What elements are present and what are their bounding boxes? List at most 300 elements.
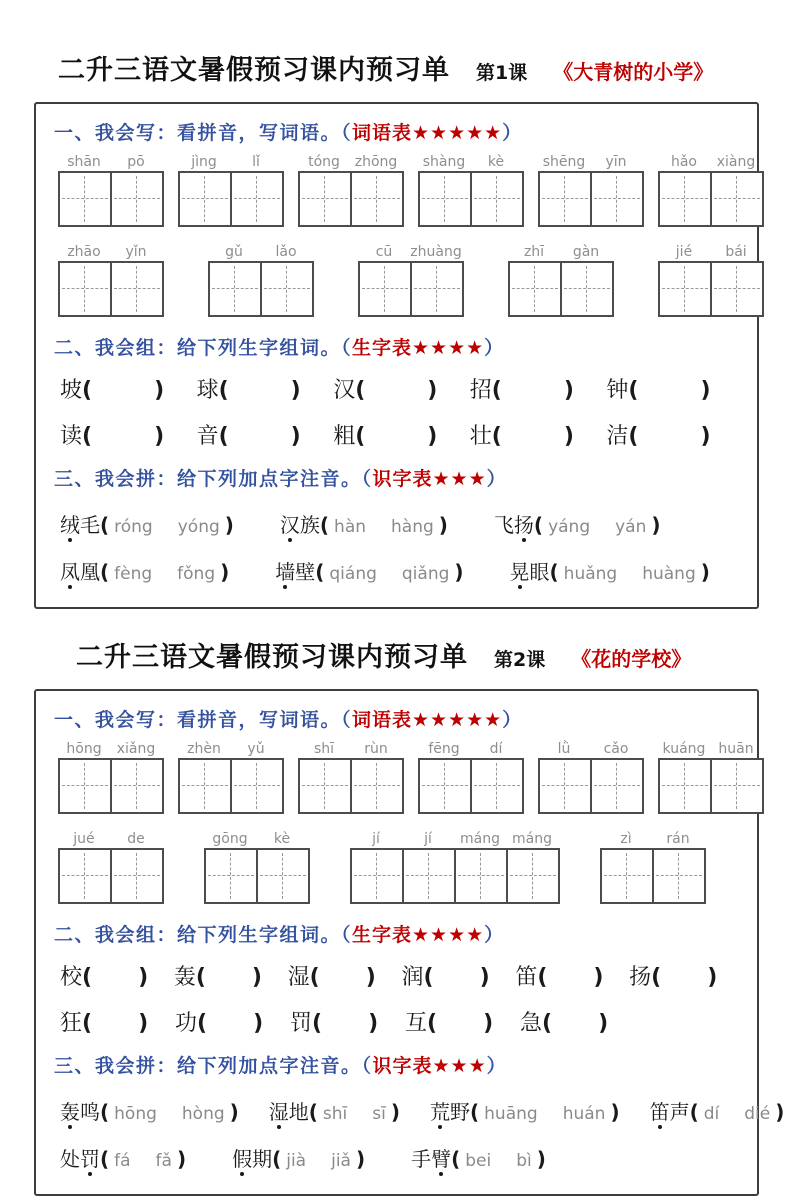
pinyin-syllable: gōng	[212, 831, 248, 847]
open-paren: (	[100, 560, 110, 584]
writing-boxes	[298, 171, 404, 227]
writing-boxes	[178, 171, 284, 227]
open-paren: (	[218, 424, 229, 449]
writing-cell	[602, 850, 652, 902]
writing-cell	[560, 263, 612, 315]
pinyin-option: hàn	[334, 517, 367, 537]
word-blank-item	[405, 1009, 520, 1039]
open-paren: (	[451, 1147, 461, 1171]
writing-cell	[470, 173, 522, 225]
phonetic-item	[60, 1143, 186, 1172]
phonetic-item	[60, 509, 234, 538]
open-paren: (	[491, 378, 502, 403]
pinyin-option: dié	[744, 1104, 771, 1124]
writing-cell	[60, 850, 110, 902]
pinyin-word-group	[58, 830, 164, 904]
open-paren: (	[100, 1100, 110, 1124]
pinyin-syllable: tóng	[308, 154, 340, 170]
pinyin-word-group	[208, 243, 314, 317]
character: 钟	[606, 378, 629, 403]
word-char: 地	[288, 1100, 309, 1124]
character: 润	[401, 965, 424, 990]
word-char: 期	[252, 1147, 273, 1171]
section3-header	[54, 1051, 743, 1078]
writing-cell	[352, 850, 402, 902]
pinyin-word-group	[658, 740, 764, 814]
pinyin-syllable: jìng	[191, 154, 217, 170]
pinyin-syllable: zhāo	[67, 244, 101, 260]
pinyin-labels	[358, 243, 464, 261]
worksheet-title-text: 二升三语文暑假预习课内预习单	[58, 55, 450, 86]
writing-cell	[710, 173, 762, 225]
pinyin-option: dí	[703, 1104, 720, 1124]
open-paren: (	[651, 965, 662, 990]
pinyin-option: jià	[286, 1151, 307, 1171]
pinyin-syllable: fēng	[428, 741, 460, 757]
writing-boxes	[208, 261, 314, 317]
close-paren: )	[483, 1011, 494, 1036]
pinyin-option: fǒng	[177, 564, 216, 584]
writing-cell	[300, 760, 350, 812]
section-header-highlight: 生字表★★★★	[352, 924, 485, 946]
section-header-text: 三、我会拼：给下列加点字注音。（	[54, 468, 373, 490]
open-paren: (	[312, 1011, 323, 1036]
pinyin-labels	[208, 243, 314, 261]
writing-cell	[360, 263, 410, 315]
character: 罚	[290, 1011, 313, 1036]
open-paren: (	[491, 424, 502, 449]
pinyin-option: huāng	[484, 1104, 538, 1124]
close-paren: )	[610, 1100, 620, 1124]
pinyin-syllable: hōng	[66, 741, 102, 757]
character: 校	[60, 965, 83, 990]
section-header-text: ）	[484, 924, 505, 946]
phonetic-item	[510, 556, 710, 585]
writing-cell	[420, 173, 470, 225]
dotted-char: 臂	[431, 1143, 451, 1172]
pinyin-labels	[538, 153, 644, 171]
character: 壮	[469, 424, 492, 449]
pinyin-word-group	[204, 830, 310, 904]
writing-boxes	[418, 758, 524, 814]
word-blank-item	[470, 376, 607, 406]
writing-boxes	[58, 171, 164, 227]
pinyin-labels	[58, 830, 164, 848]
section-header-text: 一、我会写：看拼音，写词语。（	[54, 122, 353, 144]
pinyin-syllable: zhèn	[187, 741, 221, 757]
word-char: 野	[450, 1100, 471, 1124]
lesson-book-title: 《大青树的小学》	[553, 60, 714, 84]
close-paren: )	[224, 513, 234, 537]
pinyin-syllable: huān	[718, 741, 754, 757]
close-paren: )	[220, 560, 230, 584]
writing-cell	[110, 850, 162, 902]
word-char: 鸣	[80, 1100, 100, 1124]
open-paren: (	[533, 513, 544, 537]
writing-cell	[710, 263, 762, 315]
dotted-char: 假	[232, 1143, 252, 1172]
dotted-char: 墙	[275, 556, 295, 585]
open-paren: (	[355, 424, 366, 449]
pinyin-syllable: zhōng	[354, 154, 398, 170]
phonetic-item	[60, 556, 229, 585]
close-paren: )	[479, 965, 490, 990]
writing-cell	[180, 173, 230, 225]
pinyin-labels	[178, 740, 284, 758]
pinyin-syllable: gǔ	[225, 244, 243, 260]
pinyin-labels	[350, 830, 560, 848]
word-building-row	[60, 963, 743, 993]
close-paren: )	[563, 378, 574, 403]
writing-cell	[470, 760, 522, 812]
word-char: 手	[411, 1147, 432, 1171]
close-paren: )	[368, 1011, 379, 1036]
pinyin-option: bì	[516, 1151, 532, 1171]
dotted-char: 汉	[280, 509, 300, 538]
dotted-char: 罚	[80, 1143, 100, 1172]
pinyin-row	[58, 153, 756, 227]
character: 汉	[333, 378, 356, 403]
pinyin-word-group	[658, 243, 764, 317]
pinyin-labels	[58, 740, 164, 758]
pinyin-option: fèng	[114, 564, 153, 584]
section-header-highlight: 词语表★★★★★	[352, 122, 503, 144]
phonetic-item	[280, 509, 448, 538]
pinyin-row	[58, 243, 747, 317]
pinyin-word-group	[658, 153, 764, 227]
character: 轰	[173, 965, 196, 990]
pinyin-labels	[58, 243, 164, 261]
close-paren: )	[138, 965, 149, 990]
open-paren: (	[319, 513, 330, 537]
character: 互	[405, 1011, 428, 1036]
pinyin-labels	[58, 153, 164, 171]
open-paren: (	[272, 1147, 282, 1171]
pinyin-labels	[658, 153, 764, 171]
pinyin-word-group	[538, 153, 644, 227]
pinyin-syllable: lǜ	[557, 741, 571, 757]
section-header-highlight: 识字表★★★	[372, 1055, 487, 1077]
pinyin-labels	[658, 243, 764, 261]
pinyin-word-group	[58, 740, 164, 814]
pinyin-syllable: de	[127, 831, 145, 847]
pinyin-word-group	[418, 740, 524, 814]
character: 狂	[60, 1011, 83, 1036]
pinyin-syllable: gàn	[572, 244, 600, 260]
section-header-text: 二、我会组：给下列生字组词。（	[54, 337, 353, 359]
dotted-char: 绒	[60, 509, 80, 538]
pinyin-option: fá	[114, 1151, 131, 1171]
pinyin-syllable: yīn	[605, 154, 627, 170]
close-paren: )	[154, 378, 165, 403]
word-blank-item	[197, 376, 334, 406]
writing-cell	[60, 263, 110, 315]
word-blank-item	[60, 963, 174, 993]
pinyin-syllable: shàng	[422, 154, 466, 170]
writing-boxes	[298, 758, 404, 814]
open-paren: (	[100, 513, 110, 537]
section-header-text: 一、我会写：看拼音，写词语。（	[54, 709, 353, 731]
phonetic-row	[60, 556, 743, 585]
writing-cell	[110, 263, 162, 315]
pinyin-labels	[298, 740, 404, 758]
pinyin-syllable: jí	[424, 831, 432, 847]
pinyin-row	[58, 830, 743, 904]
lesson-book-title: 《花的学校》	[571, 647, 692, 671]
writing-cell	[110, 173, 162, 225]
writing-cell	[110, 760, 162, 812]
open-paren: (	[100, 1147, 110, 1171]
pinyin-syllable: shēng	[542, 154, 586, 170]
close-paren: )	[454, 560, 464, 584]
pinyin-word-group	[350, 830, 560, 904]
writing-cell	[350, 173, 402, 225]
character: 音	[196, 424, 219, 449]
word-char: 声	[669, 1100, 690, 1124]
character: 笛	[515, 965, 538, 990]
pinyin-word-group	[358, 243, 464, 317]
character: 招	[469, 378, 492, 403]
writing-cell	[350, 760, 402, 812]
open-paren: (	[549, 560, 559, 584]
pinyin-word-group	[298, 740, 404, 814]
writing-boxes	[350, 848, 560, 904]
pinyin-option: hàng	[391, 517, 434, 537]
close-paren: )	[536, 1147, 546, 1171]
writing-cell	[710, 760, 762, 812]
pinyin-syllable: shī	[313, 741, 335, 757]
pinyin-syllable: kuáng	[662, 741, 706, 757]
pinyin-syllable: xiǎng	[116, 741, 156, 757]
word-char: 处	[60, 1147, 80, 1171]
phonetic-row	[60, 1143, 743, 1172]
pinyin-option: shī	[322, 1104, 348, 1124]
word-blank-item	[290, 1009, 405, 1039]
writing-boxes	[358, 261, 464, 317]
writing-boxes	[58, 261, 164, 317]
dotted-char: 荒	[430, 1096, 450, 1125]
worksheet1-title	[58, 0, 793, 87]
writing-cell	[402, 850, 454, 902]
section-header-text: ）	[502, 709, 523, 731]
section2-header	[54, 333, 743, 360]
section-header-highlight: 生字表★★★★	[352, 337, 485, 359]
open-paren: (	[537, 965, 548, 990]
word-blank-item	[197, 422, 334, 452]
character: 急	[520, 1011, 543, 1036]
pinyin-option: qiáng	[329, 564, 377, 584]
open-paren: (	[427, 1011, 438, 1036]
word-char: 眼	[529, 560, 550, 584]
open-paren: (	[689, 1100, 699, 1124]
writing-cell	[206, 850, 256, 902]
writing-cell	[660, 263, 710, 315]
open-paren: (	[82, 424, 93, 449]
section1-header	[54, 118, 743, 145]
pinyin-option: sī	[372, 1104, 386, 1124]
writing-cell	[540, 173, 590, 225]
pinyin-option: qiǎng	[401, 564, 450, 584]
phonetic-row	[60, 1096, 785, 1125]
writing-boxes	[658, 171, 764, 227]
writing-boxes	[58, 758, 164, 814]
lesson-number: 第1课	[476, 62, 528, 84]
open-paren: (	[82, 1011, 93, 1036]
open-paren: (	[309, 965, 320, 990]
lesson-number: 第2课	[494, 649, 546, 671]
pinyin-labels	[178, 153, 284, 171]
pinyin-word-group	[178, 740, 284, 814]
pinyin-option: yóng	[177, 517, 220, 537]
pinyin-syllable: zhuàng	[410, 244, 462, 260]
close-paren: )	[355, 1147, 366, 1171]
word-blank-item	[515, 963, 629, 993]
section-header-text: ）	[484, 337, 505, 359]
pinyin-word-group	[58, 153, 164, 227]
open-paren: (	[308, 1100, 318, 1124]
character: 粗	[333, 424, 356, 449]
word-blank-item	[60, 1009, 175, 1039]
word-blank-item	[60, 376, 197, 406]
pinyin-syllable: cū	[375, 244, 393, 260]
writing-boxes	[58, 848, 164, 904]
close-paren: )	[651, 513, 661, 537]
character: 球	[196, 378, 219, 403]
section3-header	[54, 464, 743, 491]
section-header-text: ）	[502, 122, 523, 144]
worksheet2-panel	[34, 689, 785, 1196]
pinyin-syllable: zì	[620, 831, 632, 847]
writing-boxes	[658, 261, 764, 317]
phonetic-item	[650, 1096, 785, 1125]
word-building-row	[60, 1009, 743, 1039]
section-header-highlight: 识字表★★★	[372, 468, 487, 490]
pinyin-labels	[600, 830, 706, 848]
writing-cell	[590, 173, 642, 225]
dotted-char: 扬	[514, 509, 534, 538]
pinyin-option: róng	[114, 517, 153, 537]
pinyin-labels	[658, 740, 764, 758]
open-paren: (	[628, 378, 639, 403]
writing-cell	[660, 173, 710, 225]
open-paren: (	[355, 378, 366, 403]
dotted-char: 晃	[510, 556, 530, 585]
writing-boxes	[658, 758, 764, 814]
pinyin-syllable: máng	[460, 831, 500, 847]
open-paren: (	[82, 965, 93, 990]
phonetic-item	[269, 1096, 400, 1125]
word-blank-item	[60, 422, 197, 452]
word-blank-item	[175, 1009, 290, 1039]
pinyin-word-group	[418, 153, 524, 227]
writing-cell	[660, 760, 710, 812]
section-header-text: 二、我会组：给下列生字组词。（	[54, 924, 353, 946]
writing-boxes	[508, 261, 614, 317]
close-paren: )	[253, 1011, 264, 1036]
writing-cell	[454, 850, 506, 902]
word-building-row	[60, 376, 743, 406]
phonetic-item	[411, 1143, 546, 1172]
close-paren: )	[563, 424, 574, 449]
word-blank-item	[520, 1009, 635, 1039]
writing-cell	[410, 263, 462, 315]
pinyin-syllable: rùn	[364, 741, 388, 757]
pinyin-word-group	[58, 243, 164, 317]
character: 坡	[60, 378, 83, 403]
section-header-text: ）	[486, 468, 508, 490]
word-blank-item	[174, 963, 288, 993]
pinyin-syllable: jié	[675, 244, 693, 260]
pinyin-option: huàng	[642, 564, 696, 584]
worksheet2-title	[76, 609, 793, 674]
character: 读	[60, 424, 83, 449]
character: 功	[175, 1011, 198, 1036]
word-char: 毛	[80, 513, 100, 537]
close-paren: )	[775, 1100, 785, 1124]
writing-cell	[230, 173, 282, 225]
word-blank-item	[333, 422, 470, 452]
open-paren: (	[82, 378, 93, 403]
pinyin-option: bei	[465, 1151, 492, 1171]
close-paren: )	[427, 378, 438, 403]
close-paren: )	[390, 1100, 401, 1124]
worksheet-title-text: 二升三语文暑假预习课内预习单	[76, 642, 468, 673]
pinyin-word-group	[178, 153, 284, 227]
worksheet1-panel	[34, 102, 759, 609]
pinyin-labels	[204, 830, 310, 848]
word-blank-item	[401, 963, 515, 993]
pinyin-labels	[418, 740, 524, 758]
close-paren: )	[290, 424, 301, 449]
open-paren: (	[423, 965, 434, 990]
pinyin-syllable: pō	[127, 154, 145, 170]
section-header-highlight: 词语表★★★★★	[352, 709, 503, 731]
pinyin-syllable: lǎo	[275, 244, 297, 260]
close-paren: )	[700, 378, 711, 403]
phonetic-item	[60, 1096, 239, 1125]
word-blank-item	[629, 963, 743, 993]
word-char: 壁	[295, 560, 316, 584]
pinyin-syllable: xiàng	[716, 154, 756, 170]
writing-boxes	[600, 848, 706, 904]
word-char: 凰	[80, 560, 100, 584]
pinyin-option: jiǎ	[331, 1151, 351, 1171]
writing-cell	[540, 760, 590, 812]
pinyin-option: hòng	[181, 1104, 225, 1124]
word-building-row	[60, 422, 743, 452]
word-blank-item	[470, 422, 607, 452]
pinyin-syllable: jué	[73, 831, 95, 847]
word-blank-item	[606, 422, 743, 452]
pinyin-syllable: kè	[487, 154, 505, 170]
close-paren: )	[438, 513, 448, 537]
pinyin-labels	[538, 740, 644, 758]
dotted-char: 湿	[269, 1096, 289, 1125]
word-blank-item	[606, 376, 743, 406]
character: 湿	[287, 965, 310, 990]
pinyin-syllable: zhī	[523, 244, 545, 260]
character: 扬	[629, 965, 652, 990]
pinyin-syllable: yǔ	[247, 741, 265, 757]
writing-cell	[60, 760, 110, 812]
open-paren: (	[195, 965, 206, 990]
writing-boxes	[204, 848, 310, 904]
pinyin-labels	[418, 153, 524, 171]
pinyin-labels	[298, 153, 404, 171]
writing-boxes	[178, 758, 284, 814]
pinyin-word-group	[508, 243, 614, 317]
close-paren: )	[700, 560, 710, 584]
